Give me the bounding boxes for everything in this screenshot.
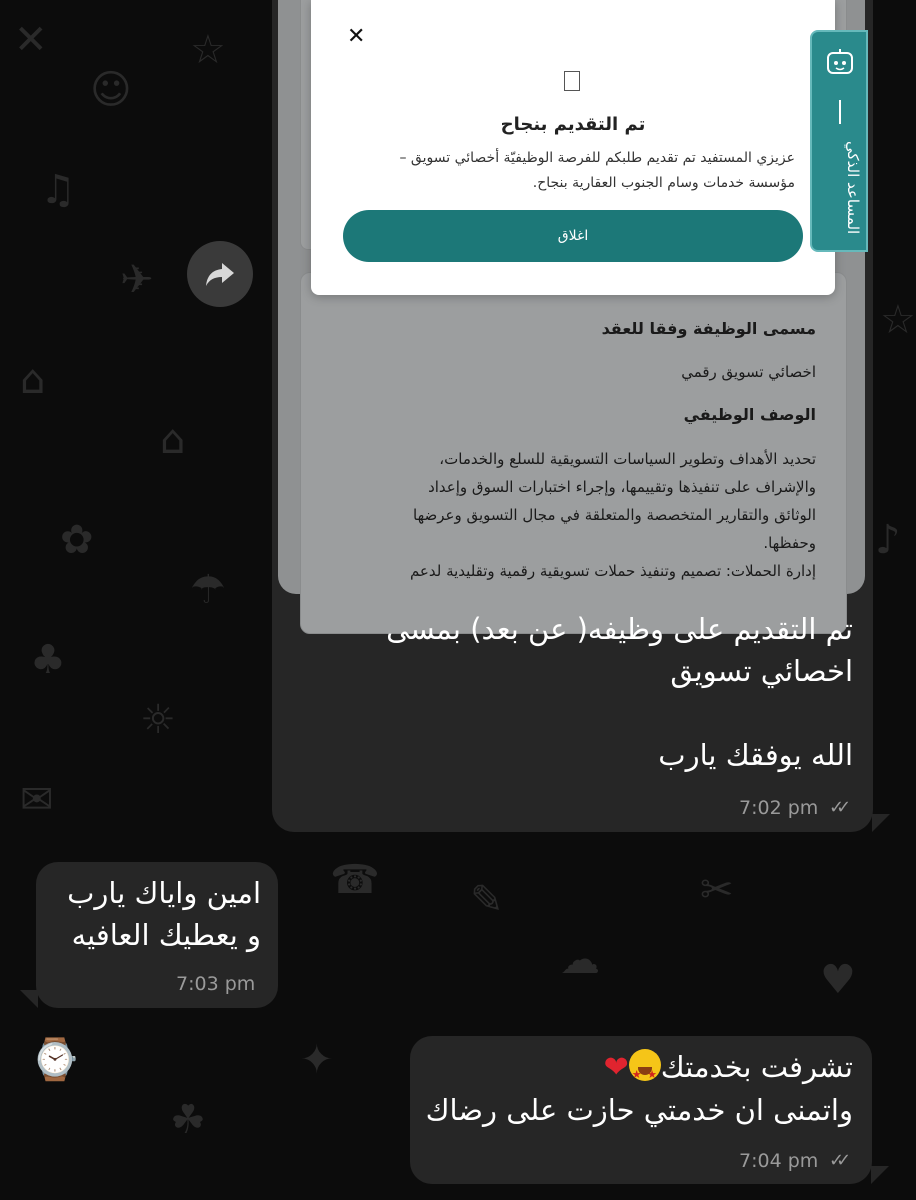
doodle-icon: ♫ [40, 167, 76, 213]
doodle-icon: ♥ [820, 957, 856, 1003]
job-details-card [300, 272, 847, 634]
chatbot-icon [825, 48, 855, 78]
double-check-icon: ✓✓ [829, 1150, 844, 1171]
assistant-divider [839, 100, 841, 124]
doodle-icon: ♣ [30, 637, 66, 683]
job-description-label: الوصف الوظيفي [683, 405, 816, 424]
bubble-tail [871, 1166, 889, 1184]
doodle-icon: ☂ [190, 567, 226, 613]
job-title-label: مسمى الوظيفة وفقا للعقد [601, 319, 816, 338]
dialog-message: عزيزي المستفيد تم تقديم طلبكم للفرصة الوظيفيّة أخصائي تسويق – مؤسسة خدمات وسام الجنوب العقارية بنجاح. [399, 150, 795, 191]
doodle-icon: ✂ [700, 867, 734, 913]
job-description: تحديد الأهداف وتطوير السياسات التسويقية للسلع والخدمات، والإشراف على تنفيذها وتقييمها، وإجراء اختبارات السوق وإعداد الوثائق والتقارير المتخصصة والمتعلقة في مجال التسويق وعرضها وحفظها. إدارة الحملات: تصميم وتنفيذ حملات تسويقية رقمية وتقليدية لدعم [409, 450, 816, 580]
smart-assistant-tab[interactable] [810, 30, 868, 252]
doodle-icon: ⌚ [30, 1037, 80, 1083]
message-text: امين واياك يارب و يعطيك العافيه [67, 876, 261, 952]
close-dialog-button[interactable]: اغلاق [343, 210, 803, 262]
assistant-label: المساعد الذكي [844, 141, 862, 235]
success-dialog [311, 0, 835, 295]
doodle-icon: ☆ [190, 27, 226, 73]
doodle-icon: ♪ [875, 517, 901, 563]
star-struck-emoji [629, 1049, 661, 1081]
red-heart-emoji: ❤ [603, 1050, 629, 1085]
doodle-icon: ✎ [470, 877, 504, 923]
double-check-icon: ✓✓ [829, 797, 844, 818]
doodle-icon: ☁ [560, 937, 600, 983]
doodle-icon: ✕ [14, 17, 48, 63]
doodle-icon: ☎ [330, 857, 380, 903]
forward-button[interactable] [187, 241, 253, 307]
message-time: 7:02 pm [739, 797, 819, 819]
doodle-icon: ✿ [60, 517, 94, 563]
doodle-icon: ✉ [20, 777, 54, 823]
doodle-icon: ⌂ [160, 417, 186, 463]
message-time: 7:03 pm [176, 973, 256, 995]
doodle-icon: ☼ [140, 697, 176, 743]
close-icon[interactable]: ✕ [347, 24, 366, 49]
doodle-icon: ⌂ [20, 357, 46, 403]
message-text: تشرفت بخدمتك★ ★❤ واتمنى ان خدمتي حازت على رضاك [413, 1046, 853, 1131]
doodle-icon: ✈ [120, 257, 154, 303]
message-time: 7:04 pm [739, 1150, 819, 1172]
job-title-value: اخصائي تسويق رقمي [681, 363, 816, 381]
doodle-icon: ✦ [300, 1037, 334, 1083]
bubble-tail [872, 814, 890, 832]
message-line: تشرفت بخدمتك★ ★❤ [413, 1046, 853, 1089]
forward-icon [204, 258, 236, 290]
success-icon [564, 71, 580, 91]
message-text: تم التقديم على وظيفه( عن بعد) بمسى اخصائي تسويق الله يوفقك يارب [386, 612, 853, 772]
doodle-icon: ☺ [90, 67, 132, 113]
doodle-icon: ☆ [880, 297, 916, 343]
dialog-title: تم التقديم بنجاح [500, 114, 646, 135]
doodle-icon: ☘ [170, 1097, 206, 1143]
bubble-tail [20, 990, 38, 1008]
